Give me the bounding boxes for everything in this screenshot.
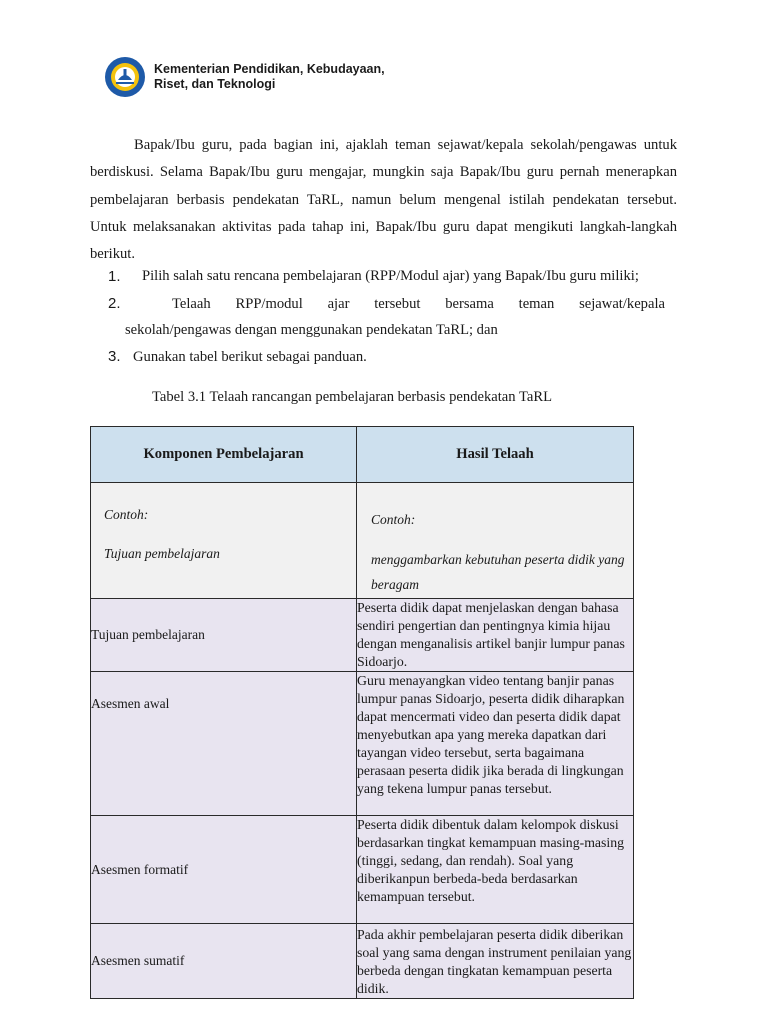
ministry-logo-icon [104,56,146,98]
component-cell: Asesmen awal [91,672,357,816]
example-label: Contoh: [371,512,416,527]
result-cell: Pada akhir pembelajaran peserta didik diberikan soal yang sama dengan instrument penilaian yang berbeda dengan tingkatan kemampuan peserta didik. [357,924,634,999]
step-text-line-2: sekolah/pengawas dengan menggunakan pendekatan TaRL; dan [125,322,498,338]
step-text-line-1: Telaah RPP/modul ajar tersebut bersama teman sejawat/kepala [172,296,665,312]
result-cell: Peserta didik dibentuk dalam kelompok diskusi berdasarkan tingkat kemampuan masing-masing (tinggi, sedang, dan rendah). Soal yang diberikanpun berbeda-beda berdasarkan kemampuan tersebut. [357,816,634,924]
review-table [90,426,634,999]
agency-line-2: Riset, dan Teknologi [154,77,276,91]
column-header: Hasil Telaah [357,427,634,483]
step-number: 2. [108,295,121,312]
table-header-row [91,427,634,483]
step-text: Gunakan tabel berikut sebagai panduan. [133,349,367,365]
step-number: 1. [108,268,121,285]
step-text: Pilih salah satu rencana pembelajaran (RPP/Modul ajar) yang Bapak/Ibu guru miliki; [142,268,639,284]
step-number: 3. [108,348,121,365]
table-row [91,816,634,924]
table-row [91,924,634,999]
ministry-header [104,55,385,99]
example-component-cell [91,483,357,599]
example-result-cell [357,483,634,599]
example-value: Tujuan pembelajaran [104,546,220,561]
component-cell: Asesmen formatif [91,816,357,924]
result-cell: Peserta didik dapat menjelaskan dengan bahasa sendiri pengertian dan pentingnya kimia hijau dengan menganalisis artikel banjir lumpur panas Sidoarjo. [357,599,634,672]
example-label: Contoh: [104,507,149,522]
agency-name [154,62,385,92]
intro-paragraph [90,132,677,268]
component-cell: Tujuan pembelajaran [91,599,357,672]
table-row [91,599,634,672]
agency-line-1: Kementerian Pendidikan, Kebudayaan, [154,62,385,76]
column-header: Komponen Pembelajaran [91,427,357,483]
intro-text: Bapak/Ibu guru, pada bagian ini, ajaklah teman sejawat/kepala sekolah/pengawas untuk berdiskusi. Selama Bapak/Ibu guru mengajar, mungkin saja Bapak/Ibu guru pernah menerapkan pembelajaran berbasis pendekatan TaRL, namun belum mengenal istilah pendekatan tersebut. Untuk melaksanakan aktivitas pada tahap ini, Bapak/Ibu guru dapat mengikuti langkah-langkah berikut. [90,137,677,263]
example-row [91,483,634,599]
example-value: menggambarkan kebutuhan peserta didik yang beragam [371,552,625,592]
table-row [91,672,634,816]
table-caption: Tabel 3.1 Telaah rancangan pembelajaran berbasis pendekatan TaRL [152,389,552,405]
component-cell: Asesmen sumatif [91,924,357,999]
result-cell: Guru menayangkan video tentang banjir panas lumpur panas Sidoarjo, peserta didik diharapkan dapat mencermati video dan peserta didik dapat menyebutkan apa yang mereka dapatkan dari tayangan video tersebut, serta bagaimana perasaan peserta didik jika berada di lingkungan yang tekena lumpur panas tersebut. [357,672,634,816]
